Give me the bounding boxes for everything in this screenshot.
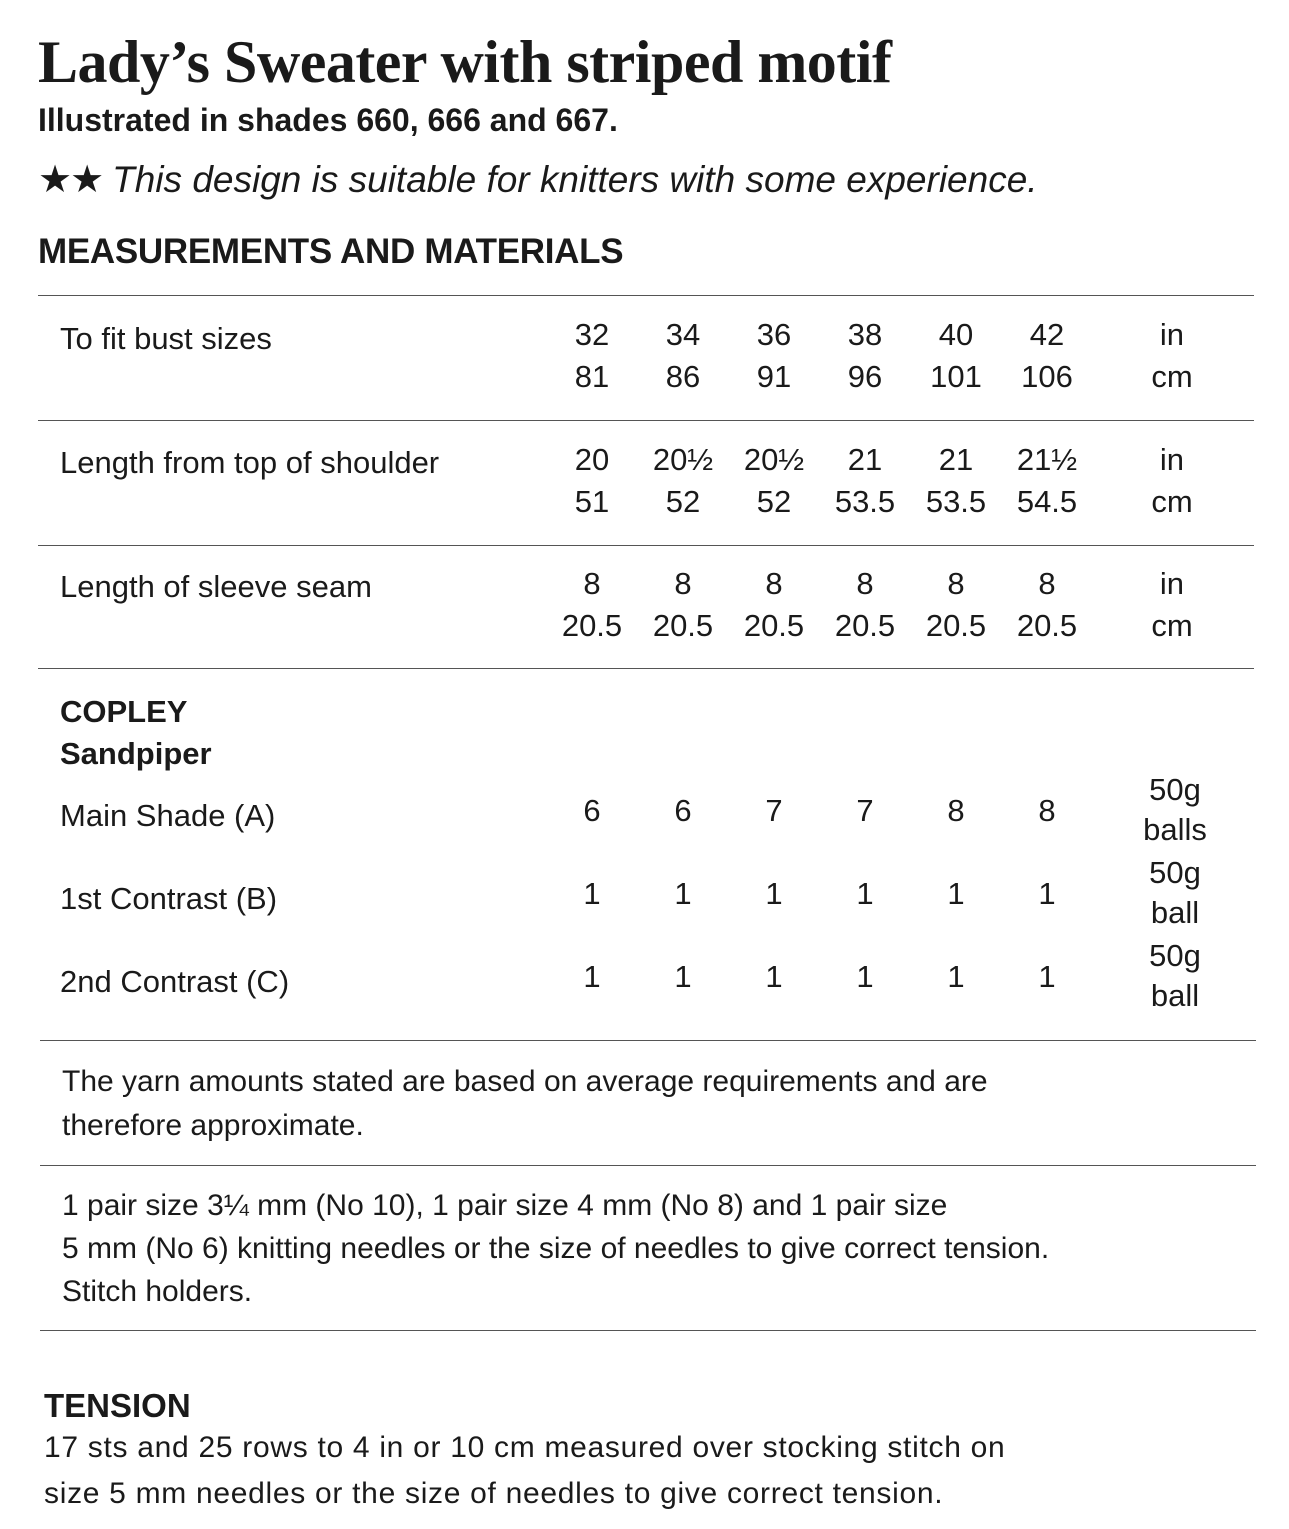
row-label: Length of sleeve seam [60, 569, 372, 604]
cell-in: 20½ [743, 442, 805, 477]
note-line: The yarn amounts stated are based on average requirements and are [62, 1065, 988, 1098]
cell-balls: 7 [765, 793, 783, 828]
cell-cm: 53.5 [925, 484, 987, 519]
cell-in: 8 [765, 566, 783, 601]
divider [38, 295, 1254, 296]
cell-balls: 6 [583, 793, 601, 828]
divider [38, 545, 1254, 546]
cell-balls: 1 [947, 959, 965, 994]
note-line: Stitch holders. [62, 1275, 253, 1308]
cell-in: 38 [847, 317, 883, 352]
cell-in: 8 [674, 566, 692, 601]
cell-balls: 1 [674, 959, 692, 994]
cell-balls: 1 [1038, 959, 1056, 994]
cell-in: 36 [756, 317, 792, 352]
cell-balls: 1 [765, 876, 783, 911]
cell-cm: 52 [756, 484, 792, 519]
cell-cm: 106 [1021, 359, 1073, 394]
row-label: Length from top of shoulder [60, 445, 440, 480]
cell-in: 21½ [1016, 442, 1078, 477]
cell-cm: 20.5 [561, 608, 623, 643]
difficulty-rating [38, 156, 1038, 204]
cell-in: 8 [947, 566, 965, 601]
row-label: 2nd Contrast (C) [60, 964, 290, 999]
row-label: Main Shade (A) [60, 798, 276, 833]
difficulty-text: This design is suitable for knitters with some experience. [112, 159, 1038, 200]
cell-cm: 96 [847, 359, 883, 394]
cell-cm: 86 [665, 359, 701, 394]
cell-in: 34 [665, 317, 701, 352]
cell-balls: 1 [765, 959, 783, 994]
cell-in: 20½ [652, 442, 714, 477]
note-line: 1 pair size 3¼ mm (No 10), 1 pair size 4 mm (No 8) and 1 pair size [62, 1189, 948, 1222]
row-label: 1st Contrast (B) [60, 881, 278, 916]
pattern-subtitle: Illustrated in shades 660, 666 and 667. [38, 102, 618, 138]
cell-balls: 6 [674, 793, 692, 828]
cell-in: 8 [1038, 566, 1056, 601]
unit-label: cm [1151, 608, 1193, 643]
star-icon: ★★ [38, 159, 103, 201]
cell-cm: 91 [756, 359, 792, 394]
unit-label: 50g [1149, 938, 1201, 973]
unit-label: cm [1151, 359, 1193, 394]
cell-in: 8 [856, 566, 874, 601]
yarn-name: Sandpiper [60, 736, 212, 771]
cell-in: 21 [938, 442, 974, 477]
yarn-note [62, 1060, 1262, 1148]
cell-in: 20 [574, 442, 610, 477]
cell-cm: 51 [574, 484, 610, 519]
cell-cm: 20.5 [743, 608, 805, 643]
cell-in: 21 [847, 442, 883, 477]
cell-balls: 1 [856, 959, 874, 994]
tension-heading: TENSION [44, 1387, 191, 1424]
unit-label: in [1159, 442, 1185, 477]
tension-line: 17 sts and 25 rows to 4 in or 10 cm measured over stocking stitch on [44, 1431, 1006, 1464]
pattern-title: Lady’s Sweater with striped motif [38, 29, 892, 95]
cell-in: 40 [938, 317, 974, 352]
unit-label: in [1159, 317, 1185, 352]
yarn-brand: COPLEY [60, 694, 188, 729]
unit-label: 50g [1149, 855, 1201, 890]
cell-balls: 8 [1038, 793, 1056, 828]
cell-cm: 101 [930, 359, 982, 394]
cell-in: 32 [574, 317, 610, 352]
cell-balls: 1 [856, 876, 874, 911]
cell-balls: 1 [583, 959, 601, 994]
tension-line: size 5 mm needles or the size of needles to give correct tension. [44, 1477, 944, 1510]
unit-label: cm [1151, 484, 1193, 519]
cell-cm: 54.5 [1016, 484, 1078, 519]
unit-label: balls [1143, 812, 1207, 847]
tension-text [44, 1425, 1005, 1517]
divider [40, 1040, 1256, 1041]
cell-cm: 20.5 [925, 608, 987, 643]
cell-balls: 1 [947, 876, 965, 911]
cell-balls: 7 [856, 793, 874, 828]
note-line: 5 mm (No 6) knitting needles or the size of needles to give correct tension. [62, 1232, 1050, 1265]
cell-cm: 20.5 [1016, 608, 1078, 643]
cell-cm: 53.5 [834, 484, 896, 519]
unit-label: 50g [1149, 772, 1201, 807]
section-heading: MEASUREMENTS AND MATERIALS [38, 232, 624, 271]
unit-label: ball [1150, 895, 1200, 930]
cell-cm: 81 [574, 359, 610, 394]
row-label: To fit bust sizes [60, 321, 272, 356]
divider [38, 668, 1254, 669]
note-line: therefore approximate. [62, 1109, 364, 1142]
divider [40, 1330, 1256, 1331]
cell-balls: 1 [674, 876, 692, 911]
unit-label: in [1159, 566, 1185, 601]
cell-balls: 1 [1038, 876, 1056, 911]
unit-label: ball [1150, 978, 1200, 1013]
cell-in: 42 [1029, 317, 1065, 352]
cell-cm: 20.5 [834, 608, 896, 643]
cell-cm: 20.5 [652, 608, 714, 643]
needles-note [62, 1184, 1262, 1313]
divider [38, 420, 1254, 421]
cell-in: 8 [583, 566, 601, 601]
cell-balls: 8 [947, 793, 965, 828]
cell-cm: 52 [665, 484, 701, 519]
divider [40, 1165, 1256, 1166]
cell-balls: 1 [583, 876, 601, 911]
